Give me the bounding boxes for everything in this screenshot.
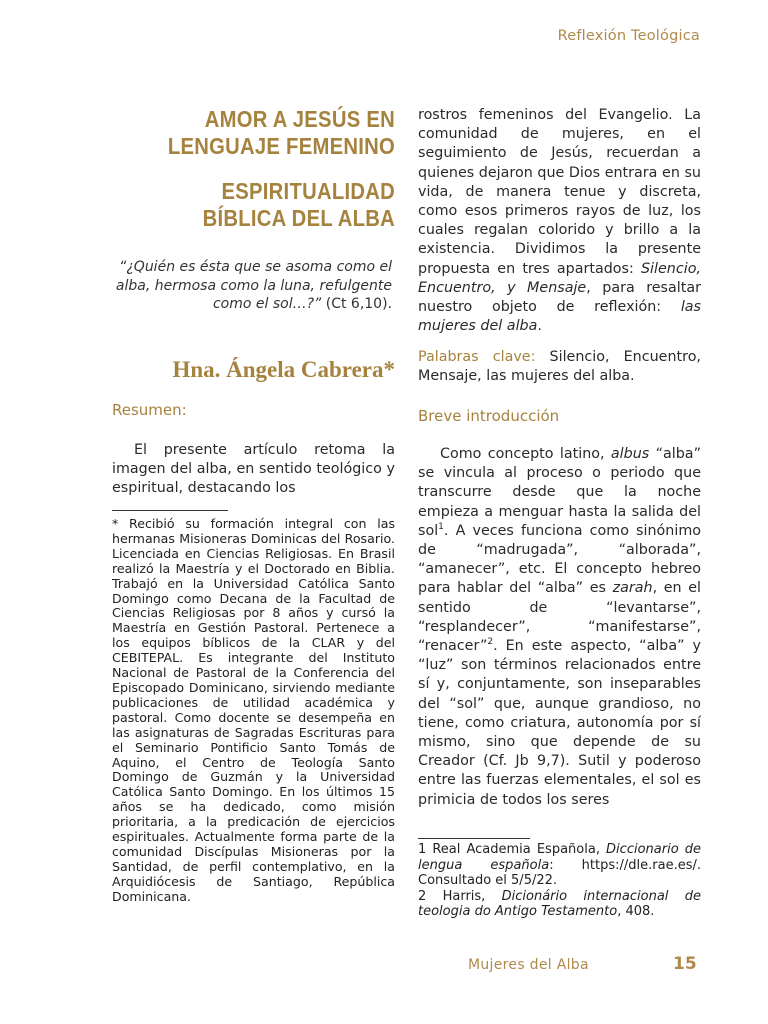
keywords-list: Silencio, Encuentro, Mensaje, las mujeres del alba.	[418, 349, 701, 385]
article-subtitle: ESPIRITUALIDAD BÍBLICA DEL ALBA	[202, 178, 395, 231]
intro-text	[418, 445, 701, 810]
author-name: Hna. Ángela Cabrera*	[172, 357, 395, 382]
abstract-text-part: .	[537, 318, 542, 335]
footnote-ref[interactable]: 1	[438, 522, 444, 533]
footnote-divider	[112, 510, 228, 511]
footnote-divider	[418, 838, 530, 839]
abstract-text: El presente artículo retoma la imagen del alba, en sentido teológico y espiritual, destacando los	[112, 442, 395, 497]
intro-text-part: . A veces funciona como sinónimo de “madrugada”, “alborada”, “amanecer”, etc. El concepto hebreo para hablar del “alba” es	[418, 522, 701, 597]
footer-journal-title: Mujeres del Alba	[468, 957, 589, 973]
article-title: AMOR A JESÚS EN LENGUAJE FEMENINO	[167, 106, 395, 159]
intro-text-part: Como concepto latino,	[440, 446, 611, 462]
footnote-text: , 408.	[617, 904, 655, 919]
abstract-text-part: , para resaltar nuestro objeto de reflexión:	[418, 279, 701, 316]
running-header: Reflexión Teológica	[557, 28, 700, 44]
latin-term: albus	[610, 446, 650, 462]
footnote-1	[418, 842, 701, 889]
abstract-heading: Resumen:	[112, 401, 187, 419]
footnote-title: Dicionário internacional de teologia do Antigo Testamento	[418, 888, 701, 919]
hebrew-term: zarah	[612, 580, 653, 597]
epigraph-citation: (Ct 6,10).	[325, 296, 392, 312]
footnotes	[418, 842, 701, 920]
epigraph	[110, 258, 392, 314]
author-footnote: * Recibió su formación integral con las hermanas Misioneras Dominicas del Rosario. Licenciada en Ciencias Religiosas. En Brasil realizó la Maestría y el Doctorado en Biblia. Trabajó en la Universidad Católica Santo Domingo como Decana de la Facultad de Ciencias Religiosas por 8 años y cursó la Maestría en Gestión Pastoral. Pertenece a los equipos bíblicos de la CLAR y del CEBITEPAL. Es integrante del Instituto Nacional de Pastoral de la Conferencia del Episcopado Dominicano, sirviendo mediante publicaciones de utilidad académica y pastoral. Como docente se desempeña en las asignaturas de Sagradas Escrituras para el Seminario Pontificio Santo Tomás de Aquino, el Centro de Teología Santo Domingo de Guzmán y la Universidad Católica Santo Domingo. En los últimos 15 años se ha dedicado, como misión prioritaria, a la predicación de ejercicios espirituales. Actualmente forma parte de la comunidad Discípulas Misioneras por la Santidad, de perfil contemplativo, en la Arquidiócesis de Santiago, República Dominicana.	[112, 516, 395, 904]
reflection-object: las mujeres del alba	[418, 299, 701, 335]
keywords	[418, 348, 701, 386]
intro-heading: Breve introducción	[418, 407, 560, 425]
footnote-title: Diccionario de lengua española	[418, 842, 701, 873]
page-number: 15	[673, 954, 697, 974]
intro-text-part: “alba” se vincula al proceso o periodo que transcurre desde que la noche empieza a menguar hasta la salida del sol	[418, 446, 701, 539]
intro-text-part: , en el sentido de “levantarse”, “resplandecer”, “manifestarse”, “renacer”	[418, 580, 701, 655]
footnote-text: : https://dle.rae.es/. Consultado el 5/5/22.	[418, 857, 701, 888]
footnote-2	[418, 889, 701, 920]
footnote-text: 2 Harris,	[418, 888, 502, 904]
sections-list: Silencio, Encuentro, y Mensaje	[418, 260, 701, 296]
intro-text-part: . En este aspecto, “alba” y “luz” son términos relacionados entre sí y, conjuntamente, son inseparables del “sol” que, aunque grandioso, no tiene, como criatura, autonomía por sí mismo, sino que depende de su Creador (Cf. Jb 9,7). Sutil y poderoso entre las fuerzas elementales, el sol es primicia de todos los seres	[418, 638, 701, 808]
abstract-continuation	[418, 106, 701, 336]
abstract-text-part: rostros femeninos del Evangelio. La comunidad de mujeres, en el seguimiento de Jesús, recuerdan a quienes dejaron que Dios entrara en su vida, de manera tenue y discreta, como esos primeros rayos de luz, los cuales regalan colorido y brillo a la existencia. Dividimos la presente propuesta en tres apartados:	[418, 107, 701, 277]
footnote-ref[interactable]: 2	[487, 637, 494, 648]
footnote-text: 1 Real Academia Española,	[418, 842, 607, 857]
epigraph-quote: “¿Quién es ésta que se asoma como el alba, hermosa como la luna, refulgente como el sol…?”	[115, 259, 392, 312]
keywords-label: Palabras clave:	[418, 349, 536, 365]
